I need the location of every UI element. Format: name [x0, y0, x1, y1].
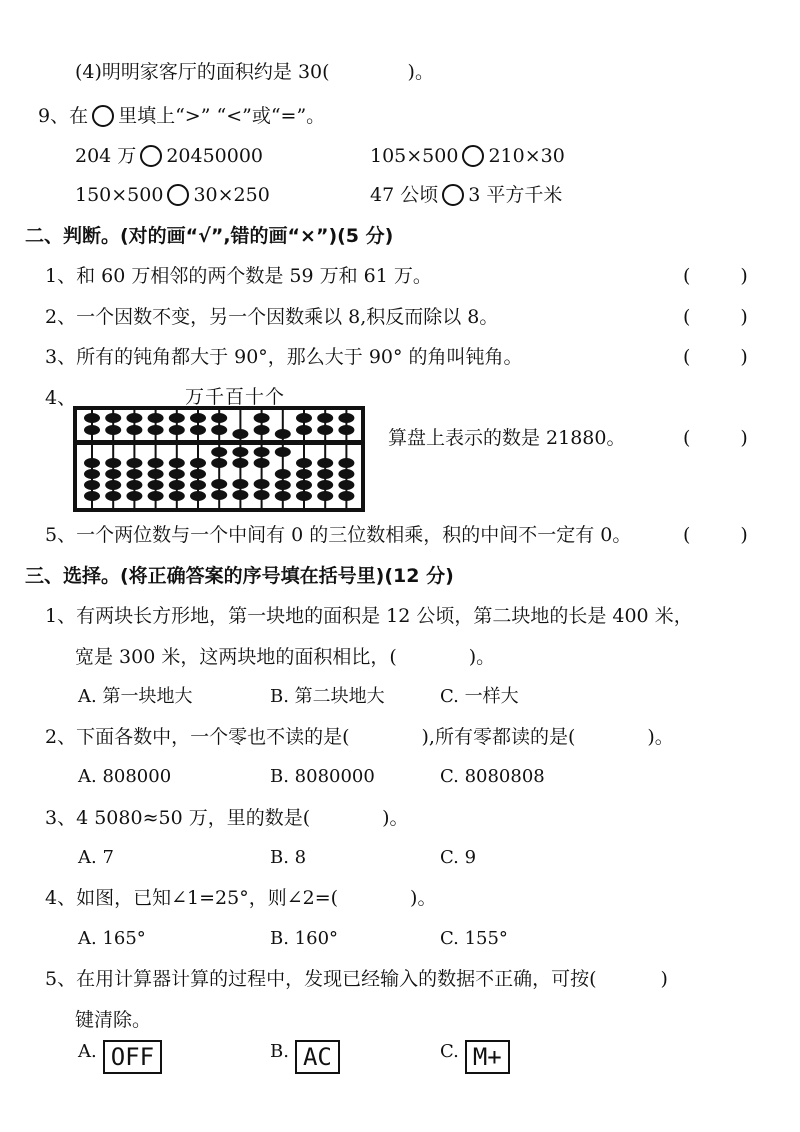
- abacus-bead: [317, 413, 333, 423]
- abacus-bead: [254, 413, 270, 423]
- abacus-bead: [275, 429, 291, 439]
- choice-q5-option-a[interactable]: A. OFF: [78, 1040, 162, 1074]
- abacus-bead: [148, 413, 164, 423]
- answer-paren[interactable]: ( ): [683, 524, 748, 546]
- abacus-bead: [169, 458, 185, 468]
- abacus-bead: [148, 425, 164, 435]
- abacus-bead: [190, 469, 206, 479]
- choice-q5-line1: 5、在用计算器计算的过程中，发现已经输入的数据不正确，可按( ): [45, 968, 668, 990]
- compare-2: 105×500 210×30: [370, 145, 565, 167]
- choice-section-title: 三、选择。(将正确答案的序号填在括号里)(12 分): [25, 565, 454, 587]
- abacus-bead: [169, 469, 185, 479]
- abacus-bead: [275, 447, 291, 457]
- off-key[interactable]: OFF: [103, 1040, 162, 1074]
- compare-4: 47 公顷 3 平方千米: [370, 184, 563, 206]
- answer-circle[interactable]: [442, 184, 464, 206]
- abacus-bead: [296, 469, 312, 479]
- abacus-bead: [254, 490, 270, 500]
- choice-q4-option-a[interactable]: A. 165°: [78, 928, 146, 949]
- abacus-bead: [211, 458, 227, 468]
- abacus-bead: [232, 490, 248, 500]
- choice-q1-option-b[interactable]: B. 第二块地大: [270, 686, 385, 707]
- abacus-bead: [169, 491, 185, 501]
- abacus-place-header: 万千百十个: [185, 386, 286, 408]
- choice-q3-option-c[interactable]: C. 9: [440, 847, 477, 868]
- abacus-bead: [169, 425, 185, 435]
- abacus-bead: [338, 425, 354, 435]
- abacus-bead: [190, 425, 206, 435]
- abacus-bead: [126, 458, 142, 468]
- abacus-bead: [211, 447, 227, 457]
- abacus-bead: [338, 480, 354, 490]
- choice-q4-option-c[interactable]: C. 155°: [440, 928, 508, 949]
- abacus-bead: [338, 469, 354, 479]
- choice-q2-option-a[interactable]: A. 808000: [78, 766, 172, 787]
- abacus-bead: [84, 480, 100, 490]
- abacus-bead: [338, 413, 354, 423]
- abacus-bead: [148, 491, 164, 501]
- abacus-bead: [317, 469, 333, 479]
- abacus-bead: [296, 491, 312, 501]
- compare-1: 204 万 20450000: [75, 145, 264, 167]
- ac-key[interactable]: AC: [295, 1040, 340, 1074]
- abacus-bead: [169, 413, 185, 423]
- abacus-bead: [254, 479, 270, 489]
- abacus-bead: [84, 491, 100, 501]
- abacus-bead: [190, 413, 206, 423]
- fill-q9: 9、在 里填上“>” “<”或“=”。: [38, 105, 326, 127]
- answer-circle[interactable]: [167, 184, 189, 206]
- abacus-bead: [275, 480, 291, 490]
- answer-circle[interactable]: [92, 105, 114, 127]
- abacus-bead: [211, 425, 227, 435]
- abacus-bead: [126, 425, 142, 435]
- abacus-bead: [338, 458, 354, 468]
- abacus-bead: [105, 469, 121, 479]
- abacus-figure: [73, 406, 365, 512]
- choice-q2-option-c[interactable]: C. 8080808: [440, 766, 545, 787]
- judge-q1: 1、和 60 万相邻的两个数是 59 万和 61 万。: [45, 265, 432, 287]
- abacus-bead: [317, 480, 333, 490]
- abacus-bead: [169, 480, 185, 490]
- compare-3: 150×500 30×250: [75, 184, 270, 206]
- abacus-bead: [105, 458, 121, 468]
- choice-q1-option-c[interactable]: C. 一样大: [440, 686, 519, 707]
- abacus-bead: [148, 480, 164, 490]
- abacus-bead: [126, 413, 142, 423]
- abacus-bead: [254, 458, 270, 468]
- abacus-bead: [317, 425, 333, 435]
- answer-circle[interactable]: [140, 145, 162, 167]
- judge-q5: 5、一个两位数与一个中间有 0 的三位数相乘，积的中间不一定有 0。: [45, 524, 632, 546]
- choice-q3: 3、4 5080≈50 万，里的数是( )。: [45, 807, 409, 829]
- choice-q3-option-b[interactable]: B. 8: [270, 847, 307, 868]
- judge-q4-text: 算盘上表示的数是 21880。: [388, 427, 626, 449]
- abacus-bead: [232, 447, 248, 457]
- abacus-bead: [296, 425, 312, 435]
- abacus-bead: [105, 491, 121, 501]
- answer-circle[interactable]: [462, 145, 484, 167]
- m-plus-key[interactable]: M+: [465, 1040, 510, 1074]
- abacus-bead: [296, 458, 312, 468]
- abacus-bead: [317, 458, 333, 468]
- judge-q3: 3、所有的钝角都大于 90°，那么大于 90° 的角叫钝角。: [45, 346, 523, 368]
- abacus-bead: [84, 469, 100, 479]
- answer-paren[interactable]: ( ): [683, 265, 748, 287]
- abacus-bead: [275, 491, 291, 501]
- judge-q4-number: 4、: [45, 387, 77, 409]
- abacus-bead: [254, 425, 270, 435]
- abacus-bead: [254, 447, 270, 457]
- abacus-bead: [190, 480, 206, 490]
- abacus-bead: [211, 490, 227, 500]
- abacus-bead: [148, 469, 164, 479]
- abacus-bead: [84, 425, 100, 435]
- answer-paren[interactable]: ( ): [683, 306, 748, 328]
- judge-q2: 2、一个因数不变，另一个因数乘以 8,积反而除以 8。: [45, 306, 499, 328]
- abacus-bead: [296, 480, 312, 490]
- answer-paren[interactable]: ( ): [683, 346, 748, 368]
- abacus-bead: [84, 458, 100, 468]
- abacus-bead: [296, 413, 312, 423]
- choice-q1-option-a[interactable]: A. 第一块地大: [78, 686, 193, 707]
- abacus-bead: [190, 491, 206, 501]
- abacus-bead: [105, 425, 121, 435]
- abacus-bead: [148, 458, 164, 468]
- abacus-bead: [275, 469, 291, 479]
- choice-q4: 4、如图，已知∠1=25°，则∠2=( )。: [45, 887, 437, 909]
- abacus-bead: [126, 469, 142, 479]
- abacus-bead: [105, 413, 121, 423]
- choice-q2: 2、下面各数中，一个零也不读的是( ),所有零都读的是( )。: [45, 726, 674, 748]
- abacus-bead: [105, 480, 121, 490]
- choice-q3-option-a[interactable]: A. 7: [78, 847, 114, 868]
- abacus-bead: [190, 458, 206, 468]
- choice-q4-option-b[interactable]: B. 160°: [270, 928, 339, 949]
- abacus-bead: [211, 479, 227, 489]
- choice-q1-line2: 宽是 300 米，这两块地的面积相比，( )。: [75, 646, 496, 668]
- abacus-bead: [232, 458, 248, 468]
- choice-q1-line1: 1、有两块长方形地，第一块地的面积是 12 公顷，第二块地的长是 400 米，: [45, 605, 693, 627]
- abacus-bead: [84, 413, 100, 423]
- abacus-bead: [211, 413, 227, 423]
- answer-paren[interactable]: ( ): [683, 427, 748, 449]
- abacus-bead: [232, 429, 248, 439]
- choice-q5-line2: 键清除。: [75, 1009, 152, 1031]
- fill-q4: (4)明明家客厅的面积约是 30( )。: [75, 61, 434, 83]
- choice-q5-option-b[interactable]: B. AC: [270, 1040, 340, 1074]
- abacus-bead: [338, 491, 354, 501]
- choice-q5-option-c[interactable]: C. M+: [440, 1040, 510, 1074]
- abacus-bead: [126, 480, 142, 490]
- abacus-bead: [232, 479, 248, 489]
- judge-section-title: 二、判断。(对的画“√”,错的画“×”)(5 分): [25, 225, 394, 247]
- choice-q2-option-b[interactable]: B. 8080000: [270, 766, 375, 787]
- abacus-bead: [126, 491, 142, 501]
- abacus-bead: [317, 491, 333, 501]
